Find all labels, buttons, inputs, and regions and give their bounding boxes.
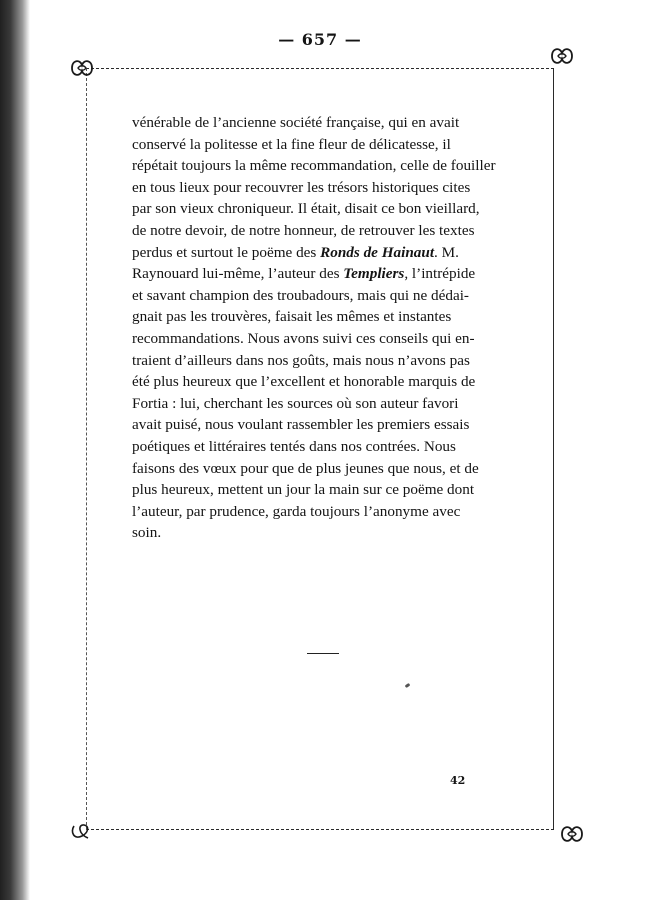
text-line: l’auteur, par prudence, garda toujours l’anonyme avec xyxy=(132,502,461,520)
text-run: . M. xyxy=(434,243,459,261)
text-run: , l’intrépide xyxy=(404,265,476,283)
text-line: de notre devoir, de notre honneur, de retrouver les textes xyxy=(132,221,475,239)
text-line: traient d’ailleurs dans nos goûts, mais nous n’avons pas xyxy=(132,351,470,369)
text-line: Fortia : lui, cherchant les sources où son auteur favori xyxy=(132,394,459,412)
body-text xyxy=(132,112,510,544)
text-line: plus heureux, mettent un jour la main sur ce poëme dont xyxy=(132,481,475,499)
text-line: vénérable de l’ancienne société française, qui en avait xyxy=(132,114,460,131)
text-line xyxy=(132,242,510,264)
flourish-ornament-icon xyxy=(68,820,96,844)
text-line: faisons des vœux pour que de plus jeunes que nous, et de xyxy=(132,459,479,477)
flourish-ornament-icon xyxy=(548,44,576,68)
text-line: conservé la politesse et la fine fleur de délicatesse, il xyxy=(132,135,451,153)
flourish-ornament-icon xyxy=(68,56,96,80)
text-line: gnait pas les trouvères, faisait les mêmes et instantes xyxy=(132,308,452,326)
text-line: et savant champion des troubadours, mais qui ne dédai- xyxy=(132,286,469,304)
text-line: par son vieux chroniqueur. Il était, disait ce bon vieillard, xyxy=(132,200,480,218)
text-line: recommandations. Nous avons suivi ces conseils qui en- xyxy=(132,329,475,347)
end-rule xyxy=(307,653,339,654)
italic-title: Ronds de Hainaut xyxy=(320,243,435,261)
page-number: — 657 — xyxy=(278,30,362,49)
text-line: soin. xyxy=(132,524,162,542)
text-line: en tous lieux pour recouvrer les trésors historiques cites xyxy=(132,178,471,196)
flourish-ornament-icon xyxy=(558,822,586,846)
text-line: poétiques et littéraires tentés dans nos contrées. Nous xyxy=(132,437,456,455)
text-run: perdus et surtout le poëme des xyxy=(132,243,321,261)
text-line xyxy=(132,263,510,285)
text-line: répétait toujours la même recommandation, celle de fouiller xyxy=(132,157,496,175)
text-line: été plus heureux que l’excellent et honorable marquis de xyxy=(132,373,476,391)
text-line: avait puisé, nous voulant rassembler les premiers essais xyxy=(132,416,470,434)
italic-title: Templiers xyxy=(343,265,405,283)
signature-mark: 42 xyxy=(450,774,466,787)
text-run: Raynouard lui-même, l’auteur des xyxy=(132,265,344,283)
binding-shadow xyxy=(0,0,30,900)
